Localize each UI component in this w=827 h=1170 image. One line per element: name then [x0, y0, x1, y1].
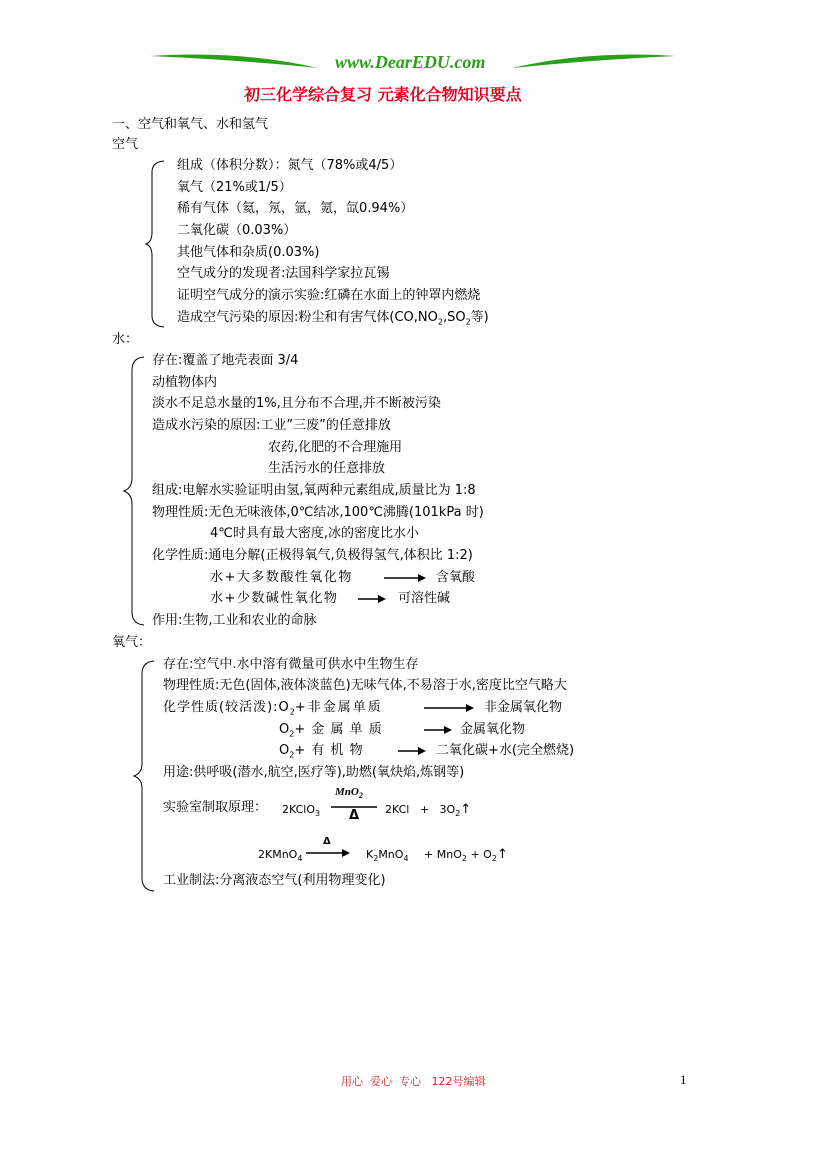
arrow-icon — [384, 571, 428, 585]
air-item: 组成（体积分数）：氮气（78%或4/5） — [177, 158, 403, 173]
oxygen-label: 氧气： — [112, 635, 152, 650]
oxygen-item: 非金属氧化物 — [484, 700, 563, 715]
water-item: 淡水不足总水量的1%,且分布不合理,并不断被污染 — [152, 396, 441, 411]
page-number: 1 — [680, 1072, 687, 1087]
catalyst-label: MnO$_2$ — [335, 786, 363, 801]
water-item: 水+大多数酸性氧化物 — [210, 570, 353, 585]
equation-kclo3-products: $2KCl + 3O_2↑$ — [385, 802, 472, 819]
air-item: 稀有气体（氦，氖，氩，氪，氙0.94%） — [177, 201, 414, 216]
oxygen-brace — [134, 660, 156, 892]
water-label: 水： — [112, 332, 139, 347]
water-item: 生活污水的任意排放 — [268, 461, 386, 476]
arrow-icon — [424, 701, 476, 715]
water-item: 可溶性碱 — [398, 591, 451, 606]
page-title: 初三化学综合复习 元素化合物知识要点 — [244, 85, 522, 104]
equation-kmno4-products: $K_2MnO_4 + MnO_2$ + $O_2↑$ — [366, 847, 508, 864]
oxygen-item: 存在:空气中.水中溶有微量可供水中生物生存 — [163, 657, 419, 672]
arrow-icon — [398, 744, 428, 758]
water-item: 作用:生物,工业和农业的命脉 — [152, 613, 317, 628]
air-item: 其他气体和杂质(0.03%) — [177, 245, 320, 260]
oxygen-item: 化学性质(较活泼)$:O_2+$非金属单质 — [163, 700, 383, 717]
air-item: 证明空气成分的演示实验:红磷在水面上的钟罩内燃烧 — [177, 288, 481, 303]
air-item: 造成空气污染的原因:粉尘和有害气体($CO,NO_2,SO_2$等) — [177, 310, 489, 327]
air-item: 氧气（21%或1/5） — [177, 180, 292, 195]
equation-kmno4-reactant: 2KMnO$_4$ — [258, 848, 303, 864]
arrow-icon — [306, 846, 352, 860]
water-item: 化学性质:通电分解(正极得氧气,负极得氢气,体积比 1:2) — [152, 548, 473, 563]
header-swoosh-right — [510, 52, 680, 74]
arrow-icon — [358, 592, 388, 606]
section-heading: 一、空气和氧气、水和氢气 — [112, 117, 269, 132]
water-item: 含氧酸 — [436, 570, 476, 585]
water-item: 组成:电解水实验证明由氢,氧两种元素组成,质量比为 1:8 — [152, 483, 476, 498]
water-item: 动植物体内 — [152, 375, 218, 390]
oxygen-item: 用途:供呼吸(潜水,航空,医疗等),助燃(氧炔焰,炼钢等) — [163, 765, 465, 780]
oxygen-item: 二氧化碳+水(完全燃烧) — [436, 743, 575, 758]
air-item: 空气成分的发现者:法国科学家拉瓦锡 — [177, 266, 390, 281]
equation-kclo3-reactant: 2KClO$_3$ — [282, 803, 321, 819]
header-swoosh-left — [150, 52, 320, 74]
water-item: 农药,化肥的不合理施用 — [268, 440, 403, 455]
heat-symbol: Δ — [349, 808, 360, 823]
oxygen-item: 物理性质:无色(固体,液体淡蓝色)无味气体,不易溶于水,密度比空气略大 — [163, 678, 567, 693]
water-item: 造成水污染的原因:工业”三废”的任意排放 — [152, 418, 391, 433]
water-item: 水+少数碱性氧化物 — [210, 591, 339, 606]
footer-text: 用心 爱心 专心 122号编辑 — [341, 1075, 486, 1088]
air-label: 空气 — [112, 137, 139, 152]
arrow-icon — [424, 723, 454, 737]
oxygen-item: $O_2+$ 有 机 物 — [279, 743, 364, 760]
air-item: 二氧化碳（0.03%） — [177, 223, 297, 238]
oxygen-item: 实验室制取原理： — [163, 800, 268, 815]
air-brace — [146, 160, 166, 328]
site-logo: www.DearEDU.com — [335, 52, 486, 72]
water-brace — [124, 356, 146, 626]
oxygen-item: 工业制法:分离液态空气(利用物理变化) — [163, 873, 386, 888]
oxygen-item: 金属氧化物 — [460, 722, 526, 737]
water-item: 存在:覆盖了地壳表面 3/4 — [152, 353, 299, 368]
water-item: 4℃时具有最大密度,冰的密度比水小 — [210, 526, 420, 541]
oxygen-item: $O_2+$ 金 属 单 质 — [279, 722, 383, 739]
heat-symbol: Δ — [323, 836, 331, 847]
water-item: 物理性质:无色无味液体,0℃结冰,100℃沸腾(101kPa 时) — [152, 505, 484, 520]
